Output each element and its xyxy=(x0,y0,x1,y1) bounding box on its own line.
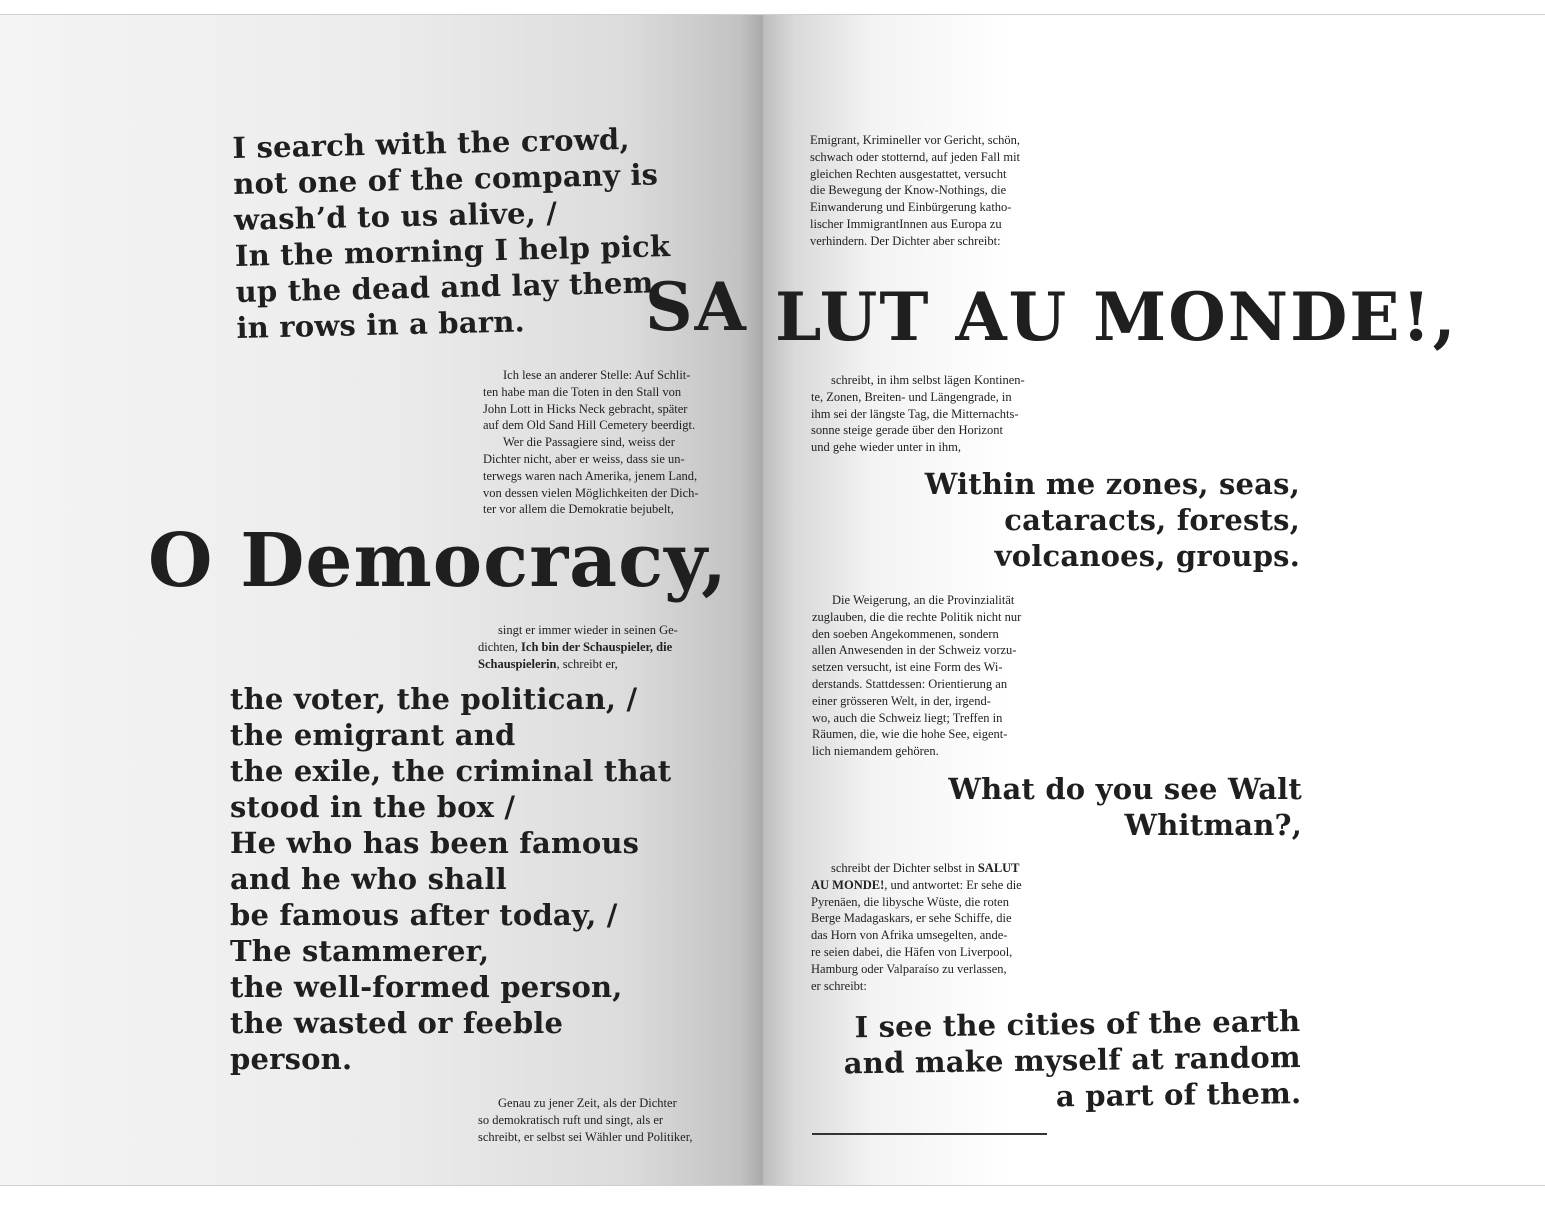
text-line: von dessen vielen Möglichkeiten der Dich- xyxy=(483,485,699,500)
poem-line: stood in the box / xyxy=(230,790,516,824)
quote-line: Within me zones, seas, xyxy=(924,467,1300,501)
text-line: verhindern. Der Dichter aber schreibt: xyxy=(810,233,1001,248)
bold-quote: Schauspielerin xyxy=(478,656,557,671)
body-text-2 xyxy=(478,622,715,672)
text-line: singt er immer wieder in seinen Ge- xyxy=(498,623,678,637)
quote-block-1 xyxy=(880,466,1300,574)
quote-line: and make myself at random xyxy=(843,1039,1301,1081)
poem-line: wash’d to us alive, / xyxy=(233,195,558,237)
poem-line: In the morning I help pick xyxy=(234,229,671,273)
text-line: derstands. Stattdessen: Orientierung an xyxy=(812,676,1008,691)
poem-line: the voter, the politican, / xyxy=(230,682,638,716)
spread-title-right: LUT AU MONDE!, xyxy=(775,278,1458,356)
text-line: setzen versucht, ist eine Form des Wi- xyxy=(812,660,1003,675)
text-line: wo, auch die Schweiz liegt; Treffen in xyxy=(812,710,1003,725)
text-fragment: dichten, xyxy=(478,639,522,654)
quote-line: volcanoes, groups. xyxy=(994,539,1300,573)
body-text-3 xyxy=(478,1095,715,1145)
text-line xyxy=(478,656,715,673)
text-line: ten habe man die Toten in den Stall von xyxy=(483,384,682,399)
text-line: lich niemandem gehören. xyxy=(812,744,939,759)
text-line: lischer ImmigrantInnen aus Europa zu xyxy=(810,216,1002,231)
bold-quote: Ich bin der Schauspieler, die xyxy=(521,639,673,654)
text-line: so demokratisch ruft und singt, als er xyxy=(478,1112,664,1127)
text-line: Emigrant, Krimineller vor Gericht, schön, xyxy=(810,133,1021,147)
poem-line: the well-formed person, xyxy=(230,970,623,1004)
text-line: schreibt, er selbst sei Wähler und Politiker, xyxy=(478,1129,693,1144)
text-line: Ich lese an anderer Stelle: Auf Schlit- xyxy=(503,368,691,382)
body-text-1 xyxy=(483,367,717,518)
text-line: Berge Madagaskars, er sehe Schiffe, die xyxy=(811,911,1012,926)
quote-line: What do you see Walt xyxy=(948,772,1302,806)
poem-line: up the dead and lay them xyxy=(235,265,654,309)
text-fragment: schreibt der Dichter selbst in xyxy=(831,861,978,875)
text-line: Räumen, die, wie die hohe See, eigent- xyxy=(812,727,1008,742)
body-text-6 xyxy=(812,592,1048,760)
poem-line: The stammerer, xyxy=(230,934,490,968)
poem-line: person. xyxy=(230,1042,353,1076)
body-text-4 xyxy=(810,132,1045,250)
end-rule xyxy=(812,1133,1047,1135)
text-line: auf dem Old Sand Hill Cemetery beerdigt. xyxy=(483,418,696,433)
text-line: Die Weigerung, an die Provinzialität xyxy=(832,593,1015,607)
text-line: allen Anwesenden in der Schweiz vorzu- xyxy=(812,643,1017,658)
text-line: gleichen Rechten ausgestattet, versucht xyxy=(810,166,1007,181)
text-line: John Lott in Hicks Neck gebracht, später xyxy=(483,401,688,416)
poem-block-2 xyxy=(230,681,671,1077)
text-fragment: , und antwortet: Er sehe die xyxy=(884,877,1022,892)
quote-line: Whitman?, xyxy=(1124,808,1302,842)
text-line: te, Zonen, Breiten- und Längengrade, in xyxy=(811,389,1012,404)
quote-line: cataracts, forests, xyxy=(1004,503,1300,537)
text-line xyxy=(811,860,1047,877)
text-line: die Bewegung der Know-Nothings, die xyxy=(810,183,1007,198)
text-line: Einwanderung und Einbürgerung katho- xyxy=(810,200,1012,215)
bold-title-ref: SALUT xyxy=(977,861,1020,875)
text-line: schreibt, in ihm selbst lägen Kontinen- xyxy=(831,373,1025,387)
text-line xyxy=(478,639,715,656)
text-line: Dichter nicht, aber er weiss, dass sie un- xyxy=(483,451,685,466)
headline-o-democracy: O Democracy, xyxy=(148,518,728,604)
text-line: schwach oder stotternd, auf jeden Fall mit xyxy=(810,149,1021,164)
poem-line: the exile, the criminal that xyxy=(230,754,672,788)
poem-line: He who has been famous xyxy=(230,826,640,860)
text-line: Genau zu jener Zeit, als der Dichter xyxy=(498,1096,677,1110)
bold-title-ref: AU MONDE! xyxy=(811,877,885,892)
text-line: zuglauben, die die rechte Politik nicht nur xyxy=(812,609,1022,624)
poem-line: not one of the company is xyxy=(232,157,659,201)
text-line: das Horn von Afrika umsegelten, ande- xyxy=(811,928,1008,943)
text-line: Wer die Passagiere sind, weiss der xyxy=(503,435,675,450)
text-line: terwegs waren nach Amerika, jenem Land, xyxy=(483,468,698,483)
text-line: einer grösseren Welt, in der, irgend- xyxy=(812,693,991,708)
poem-line: be famous after today, / xyxy=(230,898,618,932)
text-line: re seien dabei, die Häfen von Liverpool, xyxy=(811,944,1013,959)
text-line: Pyrenäen, die libysche Wüste, die roten xyxy=(811,894,1009,909)
text-line: den soeben Angekommenen, sondern xyxy=(812,626,999,641)
spread-title-left: SA xyxy=(645,268,748,346)
poem-block-1 xyxy=(232,120,672,346)
quote-line: I see the cities of the earth xyxy=(854,1003,1301,1045)
text-line: sonne steige gerade über den Horizont xyxy=(811,423,1003,438)
quote-block-3 xyxy=(820,1003,1301,1118)
poem-line: in rows in a barn. xyxy=(236,304,526,345)
text-line: und gehe wieder unter in ihm, xyxy=(811,440,961,455)
text-line: ihm sei der längste Tag, die Mitternachts- xyxy=(811,406,1019,421)
text-line xyxy=(811,877,1047,894)
poem-line: and he who shall xyxy=(230,862,507,896)
poem-line: the emigrant and xyxy=(230,718,516,752)
text-fragment: , schreibt er, xyxy=(556,656,618,671)
body-text-5 xyxy=(811,372,1047,456)
quote-block-2 xyxy=(900,771,1302,843)
body-text-7 xyxy=(811,860,1047,994)
text-line: Hamburg oder Valparaíso zu verlassen, xyxy=(811,961,1007,976)
poem-line: I search with the crowd, xyxy=(232,121,631,165)
quote-line: a part of them. xyxy=(1055,1075,1302,1114)
text-line: er schreibt: xyxy=(811,978,867,993)
poem-line: the wasted or feeble xyxy=(230,1006,564,1040)
text-line: ter vor allem die Demokratie bejubelt, xyxy=(483,502,674,517)
